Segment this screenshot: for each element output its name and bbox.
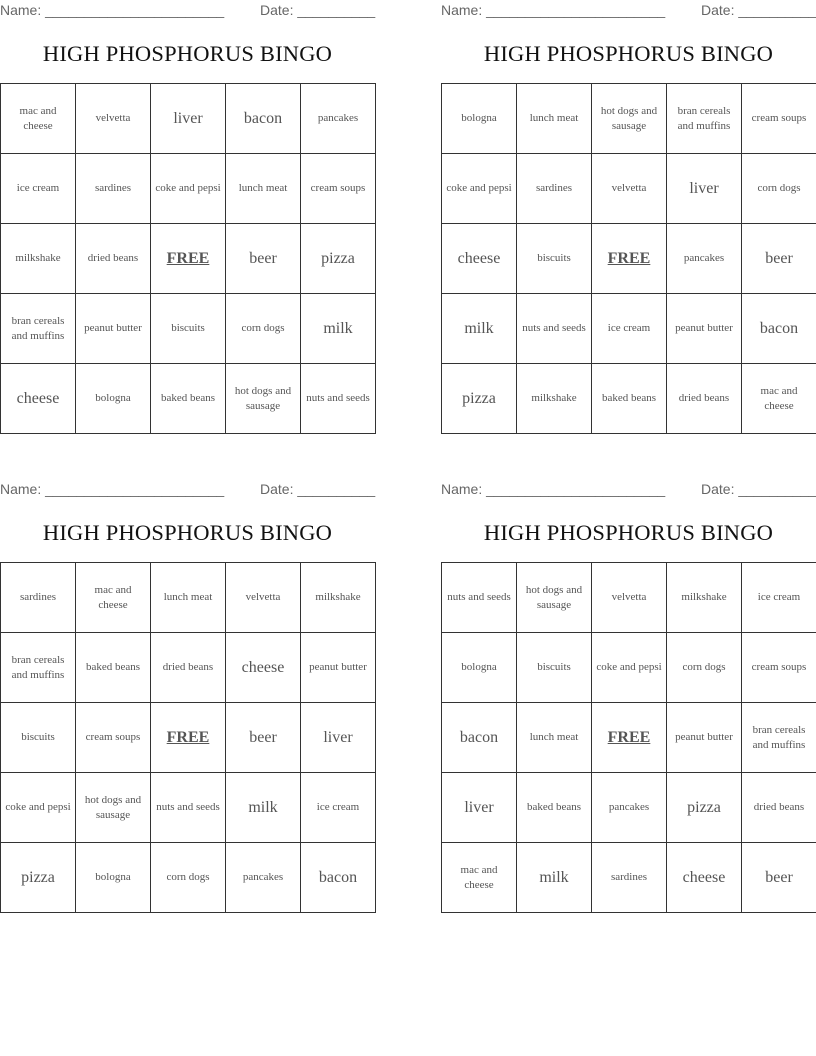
name-field-label: Name: _______________________ xyxy=(0,481,225,497)
grid-row xyxy=(1,703,376,773)
date-field-label: Date: __________ xyxy=(260,481,376,497)
bingo-cell: cheese xyxy=(667,843,742,913)
bingo-cell: hot dogs and sausage xyxy=(592,84,667,154)
grid-row xyxy=(1,843,376,913)
bingo-cell: cream soups xyxy=(742,633,816,703)
grid-row xyxy=(1,294,376,364)
free-space: FREE xyxy=(151,224,226,294)
grid-row xyxy=(442,633,816,703)
bingo-cell: ice cream xyxy=(592,294,667,364)
bingo-cell: peanut butter xyxy=(76,294,151,364)
bingo-cell: cheese xyxy=(1,364,76,434)
card-header xyxy=(441,481,816,499)
bingo-cell: baked beans xyxy=(517,773,592,843)
bingo-cell: pancakes xyxy=(301,84,376,154)
bingo-cell: coke and pepsi xyxy=(151,154,226,224)
bingo-cell: pizza xyxy=(667,773,742,843)
bingo-grid xyxy=(441,83,816,434)
bingo-cell: cheese xyxy=(226,633,301,703)
bingo-cell: beer xyxy=(742,843,816,913)
bingo-cell: velvetta xyxy=(226,563,301,633)
bingo-cell: baked beans xyxy=(151,364,226,434)
bingo-cell: sardines xyxy=(517,154,592,224)
bingo-cell: liver xyxy=(667,154,742,224)
bingo-cell: dried beans xyxy=(742,773,816,843)
grid-row xyxy=(442,84,816,154)
bingo-cell: milk xyxy=(442,294,517,364)
date-field-label: Date: __________ xyxy=(701,481,816,497)
bingo-cell: liver xyxy=(151,84,226,154)
bingo-cell: pancakes xyxy=(592,773,667,843)
bingo-cell: liver xyxy=(301,703,376,773)
bingo-cell: sardines xyxy=(76,154,151,224)
bingo-cell: biscuits xyxy=(517,633,592,703)
bingo-cell: mac and cheese xyxy=(742,364,816,434)
bingo-cell: hot dogs and sausage xyxy=(76,773,151,843)
bingo-cell: cheese xyxy=(442,224,517,294)
grid-row xyxy=(1,633,376,703)
date-field-label: Date: __________ xyxy=(701,2,816,18)
bingo-cell: beer xyxy=(226,224,301,294)
bingo-cell: lunch meat xyxy=(151,563,226,633)
bingo-cell: pancakes xyxy=(667,224,742,294)
bingo-grid xyxy=(441,562,816,913)
bingo-cell: velvetta xyxy=(592,563,667,633)
bingo-cell: nuts and seeds xyxy=(517,294,592,364)
bingo-cell: cream soups xyxy=(742,84,816,154)
bingo-cell: biscuits xyxy=(517,224,592,294)
bingo-cell: mac and cheese xyxy=(1,84,76,154)
grid-row xyxy=(442,224,816,294)
name-field-label: Name: _______________________ xyxy=(441,2,666,18)
bingo-cell: ice cream xyxy=(301,773,376,843)
bingo-cell: biscuits xyxy=(1,703,76,773)
bingo-cell: milkshake xyxy=(667,563,742,633)
free-space: FREE xyxy=(151,703,226,773)
bingo-cell: corn dogs xyxy=(667,633,742,703)
bingo-cell: bacon xyxy=(226,84,301,154)
bingo-cell: bran cereals and muffins xyxy=(1,633,76,703)
card-title: HIGH PHOSPHORUS BINGO xyxy=(42,520,333,545)
bingo-cell: pizza xyxy=(442,364,517,434)
bingo-cell: coke and pepsi xyxy=(1,773,76,843)
bingo-grid xyxy=(0,562,376,913)
bingo-cell: beer xyxy=(742,224,816,294)
grid-row xyxy=(1,84,376,154)
bingo-cell: bacon xyxy=(742,294,816,364)
bingo-cell: sardines xyxy=(1,563,76,633)
grid-row xyxy=(442,773,816,843)
bingo-cell: peanut butter xyxy=(301,633,376,703)
grid-row xyxy=(442,364,816,434)
bingo-cell: pizza xyxy=(1,843,76,913)
bingo-cell: dried beans xyxy=(151,633,226,703)
grid-row xyxy=(442,563,816,633)
bingo-cell: lunch meat xyxy=(517,84,592,154)
bingo-cell: hot dogs and sausage xyxy=(517,563,592,633)
grid-row xyxy=(1,773,376,843)
bingo-cell: milkshake xyxy=(1,224,76,294)
bingo-cell: bran cereals and muffins xyxy=(667,84,742,154)
bingo-cell: biscuits xyxy=(151,294,226,364)
bingo-cell: coke and pepsi xyxy=(442,154,517,224)
grid-row xyxy=(442,294,816,364)
bingo-cell: milk xyxy=(517,843,592,913)
bingo-cell: baked beans xyxy=(76,633,151,703)
bingo-cell: cream soups xyxy=(301,154,376,224)
bingo-cell: nuts and seeds xyxy=(301,364,376,434)
bingo-cell: mac and cheese xyxy=(442,843,517,913)
grid-row xyxy=(442,703,816,773)
grid-row xyxy=(442,843,816,913)
card-header xyxy=(0,481,375,499)
bingo-cell: mac and cheese xyxy=(76,563,151,633)
bingo-cell: pancakes xyxy=(226,843,301,913)
bingo-cell: milk xyxy=(226,773,301,843)
card-title: HIGH PHOSPHORUS BINGO xyxy=(483,520,774,545)
bingo-cell: velvetta xyxy=(76,84,151,154)
bingo-cell: milk xyxy=(301,294,376,364)
bingo-cell: coke and pepsi xyxy=(592,633,667,703)
free-space: FREE xyxy=(592,224,667,294)
bingo-cell: bologna xyxy=(442,633,517,703)
bingo-cell: ice cream xyxy=(742,563,816,633)
free-space: FREE xyxy=(592,703,667,773)
grid-row xyxy=(1,154,376,224)
bingo-cell: nuts and seeds xyxy=(151,773,226,843)
bingo-cell: baked beans xyxy=(592,364,667,434)
bingo-cell: liver xyxy=(442,773,517,843)
date-field-label: Date: __________ xyxy=(260,2,376,18)
bingo-cell: milkshake xyxy=(301,563,376,633)
name-field-label: Name: _______________________ xyxy=(0,2,225,18)
card-header xyxy=(0,2,375,20)
bingo-cell: lunch meat xyxy=(226,154,301,224)
bingo-cell: pizza xyxy=(301,224,376,294)
bingo-cell: velvetta xyxy=(592,154,667,224)
grid-row xyxy=(442,154,816,224)
bingo-cell: corn dogs xyxy=(742,154,816,224)
bingo-cell: bacon xyxy=(301,843,376,913)
bingo-cell: hot dogs and sausage xyxy=(226,364,301,434)
bingo-cell: peanut butter xyxy=(667,294,742,364)
bingo-cell: bologna xyxy=(76,364,151,434)
grid-row xyxy=(1,364,376,434)
bingo-cell: bran cereals and muffins xyxy=(742,703,816,773)
bingo-cell: peanut butter xyxy=(667,703,742,773)
bingo-cell: corn dogs xyxy=(226,294,301,364)
bingo-cell: bran cereals and muffins xyxy=(1,294,76,364)
grid-row xyxy=(1,224,376,294)
card-title: HIGH PHOSPHORUS BINGO xyxy=(483,41,774,66)
bingo-cell: dried beans xyxy=(667,364,742,434)
bingo-cell: beer xyxy=(226,703,301,773)
bingo-cell: bologna xyxy=(442,84,517,154)
bingo-cell: dried beans xyxy=(76,224,151,294)
bingo-cell: nuts and seeds xyxy=(442,563,517,633)
grid-row xyxy=(1,563,376,633)
bingo-cell: bacon xyxy=(442,703,517,773)
bingo-cell: lunch meat xyxy=(517,703,592,773)
bingo-cell: bologna xyxy=(76,843,151,913)
name-field-label: Name: _______________________ xyxy=(441,481,666,497)
bingo-cell: milkshake xyxy=(517,364,592,434)
bingo-cell: sardines xyxy=(592,843,667,913)
bingo-cell: cream soups xyxy=(76,703,151,773)
bingo-grid xyxy=(0,83,376,434)
card-title: HIGH PHOSPHORUS BINGO xyxy=(42,41,333,66)
bingo-cell: corn dogs xyxy=(151,843,226,913)
card-header xyxy=(441,2,816,20)
bingo-cell: ice cream xyxy=(1,154,76,224)
